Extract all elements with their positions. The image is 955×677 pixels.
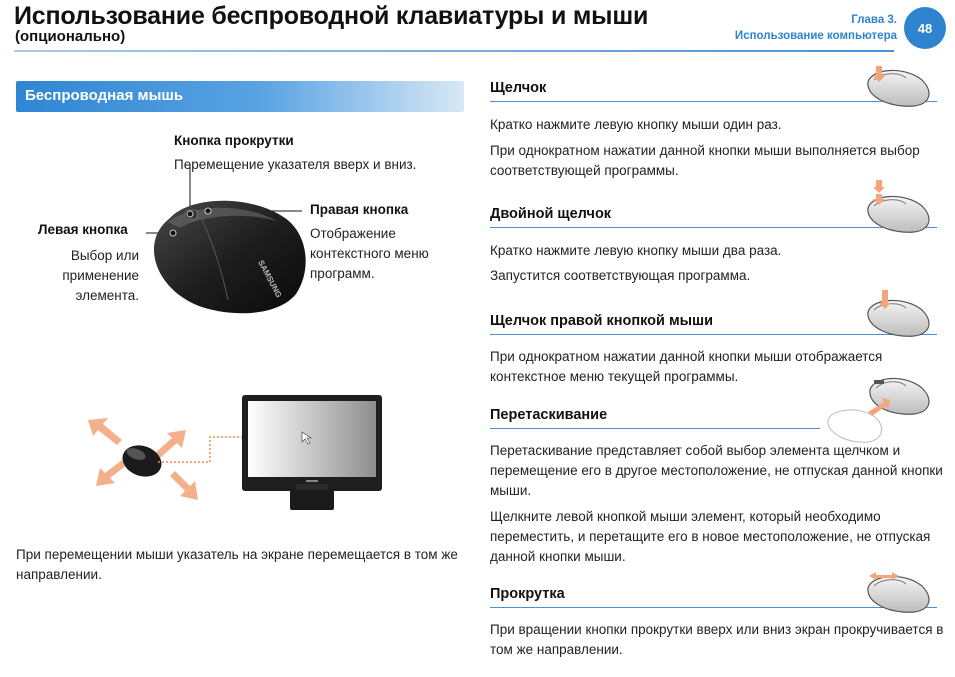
scroll-button-desc: Перемещение указателя вверх и вниз. [174, 157, 417, 172]
chapter-title: Использование компьютера [734, 30, 897, 42]
drag-desc-1: Перетаскивание представляет собой выбор элемента щелчком и перемещение его в другое местоположение, не отпуская данной кнопки мыши. [490, 443, 943, 498]
right-click-title: Щелчок правой кнопкой мыши [490, 313, 714, 329]
scroll-button-title: Кнопка прокрутки [174, 133, 294, 148]
double-click-desc-1: Кратко нажмите левую кнопку мыши два раза. [490, 243, 782, 258]
double-click-desc-2: Запустится соответствующая программа. [490, 268, 751, 283]
left-button-desc-line: элемента. [75, 288, 139, 303]
drag-mouse-icon [828, 378, 929, 442]
scroll-mouse-icon [868, 572, 929, 612]
right-click-mouse-icon [868, 290, 929, 336]
right-button-desc-line: Отображение [310, 226, 396, 241]
page-number-badge: 48 [904, 7, 946, 49]
double-click-title: Двойной щелчок [490, 206, 612, 222]
scroll-desc-1: При вращении кнопки прокрутки вверх или вниз экран прокручивается в том же направлении. [490, 622, 944, 657]
left-button-desc-line: Выбор или [70, 248, 139, 263]
click-desc-1: Кратко нажмите левую кнопку мыши один раз. [490, 117, 782, 132]
click-title: Щелчок [490, 80, 547, 96]
click-desc-2: При однократном нажатии данной кнопки мыши выполняется выбор соответствующей программы. [490, 143, 920, 178]
page-title: Использование беспроводной клавиатуры и мыши [14, 2, 649, 30]
chapter-label: Глава 3. [851, 14, 897, 26]
movement-description: При перемещении мыши указатель на экране перемещается в том же направлении. [16, 547, 458, 582]
mouse-brand-label: SAMSUNG [256, 258, 284, 300]
click-mouse-icon [868, 66, 929, 106]
left-button-desc-line: применение [62, 268, 139, 283]
section-banner-wireless-mouse: Беспроводная мышь [16, 81, 464, 112]
right-button-desc-line: программ. [310, 266, 375, 281]
double-click-mouse-icon [868, 180, 929, 232]
right-click-desc-1: При однократном нажатии данной кнопки мыши отображается контекстное меню текущей программы. [490, 349, 883, 384]
scroll-title: Прокрутка [490, 586, 565, 602]
right-button-desc-line: контекстного меню [310, 246, 429, 261]
right-button-title: Правая кнопка [310, 202, 409, 217]
drag-title: Перетаскивание [490, 407, 608, 423]
left-button-title: Левая кнопка [38, 222, 128, 237]
page-subtitle: (опционально) [15, 28, 126, 45]
drag-desc-2: Щелкните левой кнопкой мыши элемент, который необходимо переместить, и перетащите его в новое местоположение, не отпуская данной кнопки мыши. [490, 509, 931, 564]
